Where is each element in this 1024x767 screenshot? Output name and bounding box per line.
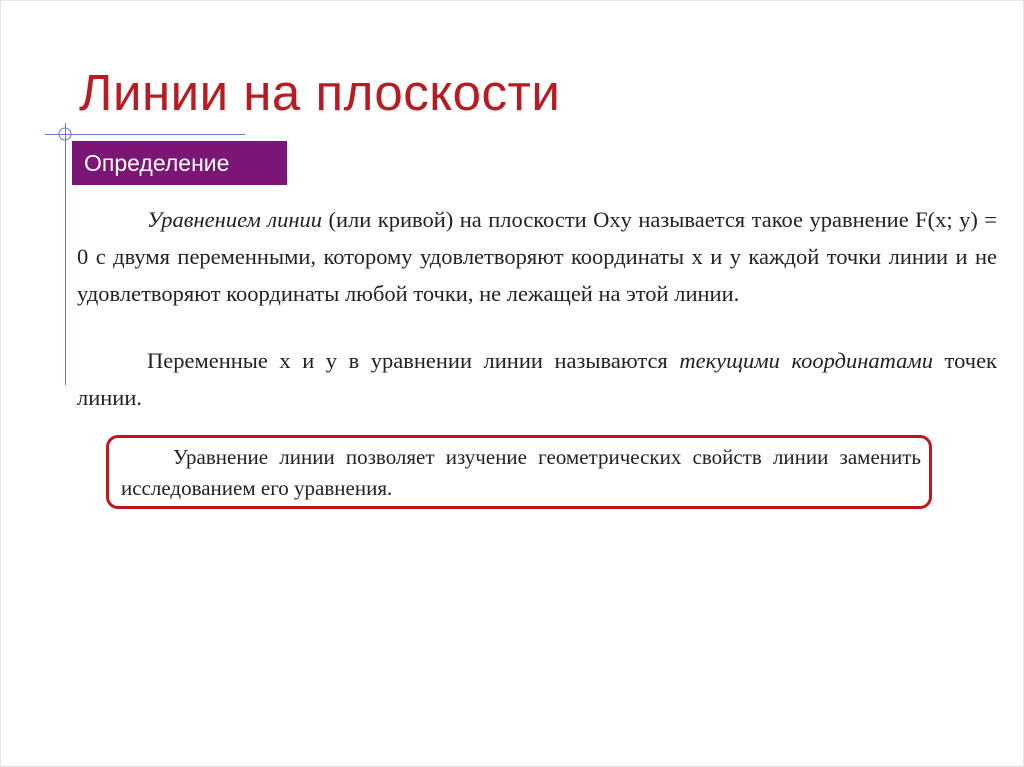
slide-title: Линии на плоскости [79,64,561,121]
coordinates-term: текущими координатами [679,348,934,373]
accent-vertical-line [65,123,66,385]
definition-text: (или кривой) на плоскости Oxy называется такое уравнение F(x; y) = 0 с двумя переменными, которому удовлетворяют координаты x и y каждой точки линии и не удовлетворяют координаты любой точки, не лежащей на этой линии. [77,207,997,306]
definition-paragraph [77,201,997,312]
accent-horizontal-line [45,134,245,135]
definition-label: Определение [72,141,287,185]
coordinates-text-after: точек линии. [77,348,997,410]
coordinates-text-before: Переменные x и y в уравнении линии называются [147,348,680,373]
callout-text: Уравнение линии позволяет изучение геометрических свойств линии заменить исследованием его уравнения. [121,445,921,500]
definition-term: Уравнением линии [147,207,323,232]
coordinates-paragraph [77,342,997,416]
